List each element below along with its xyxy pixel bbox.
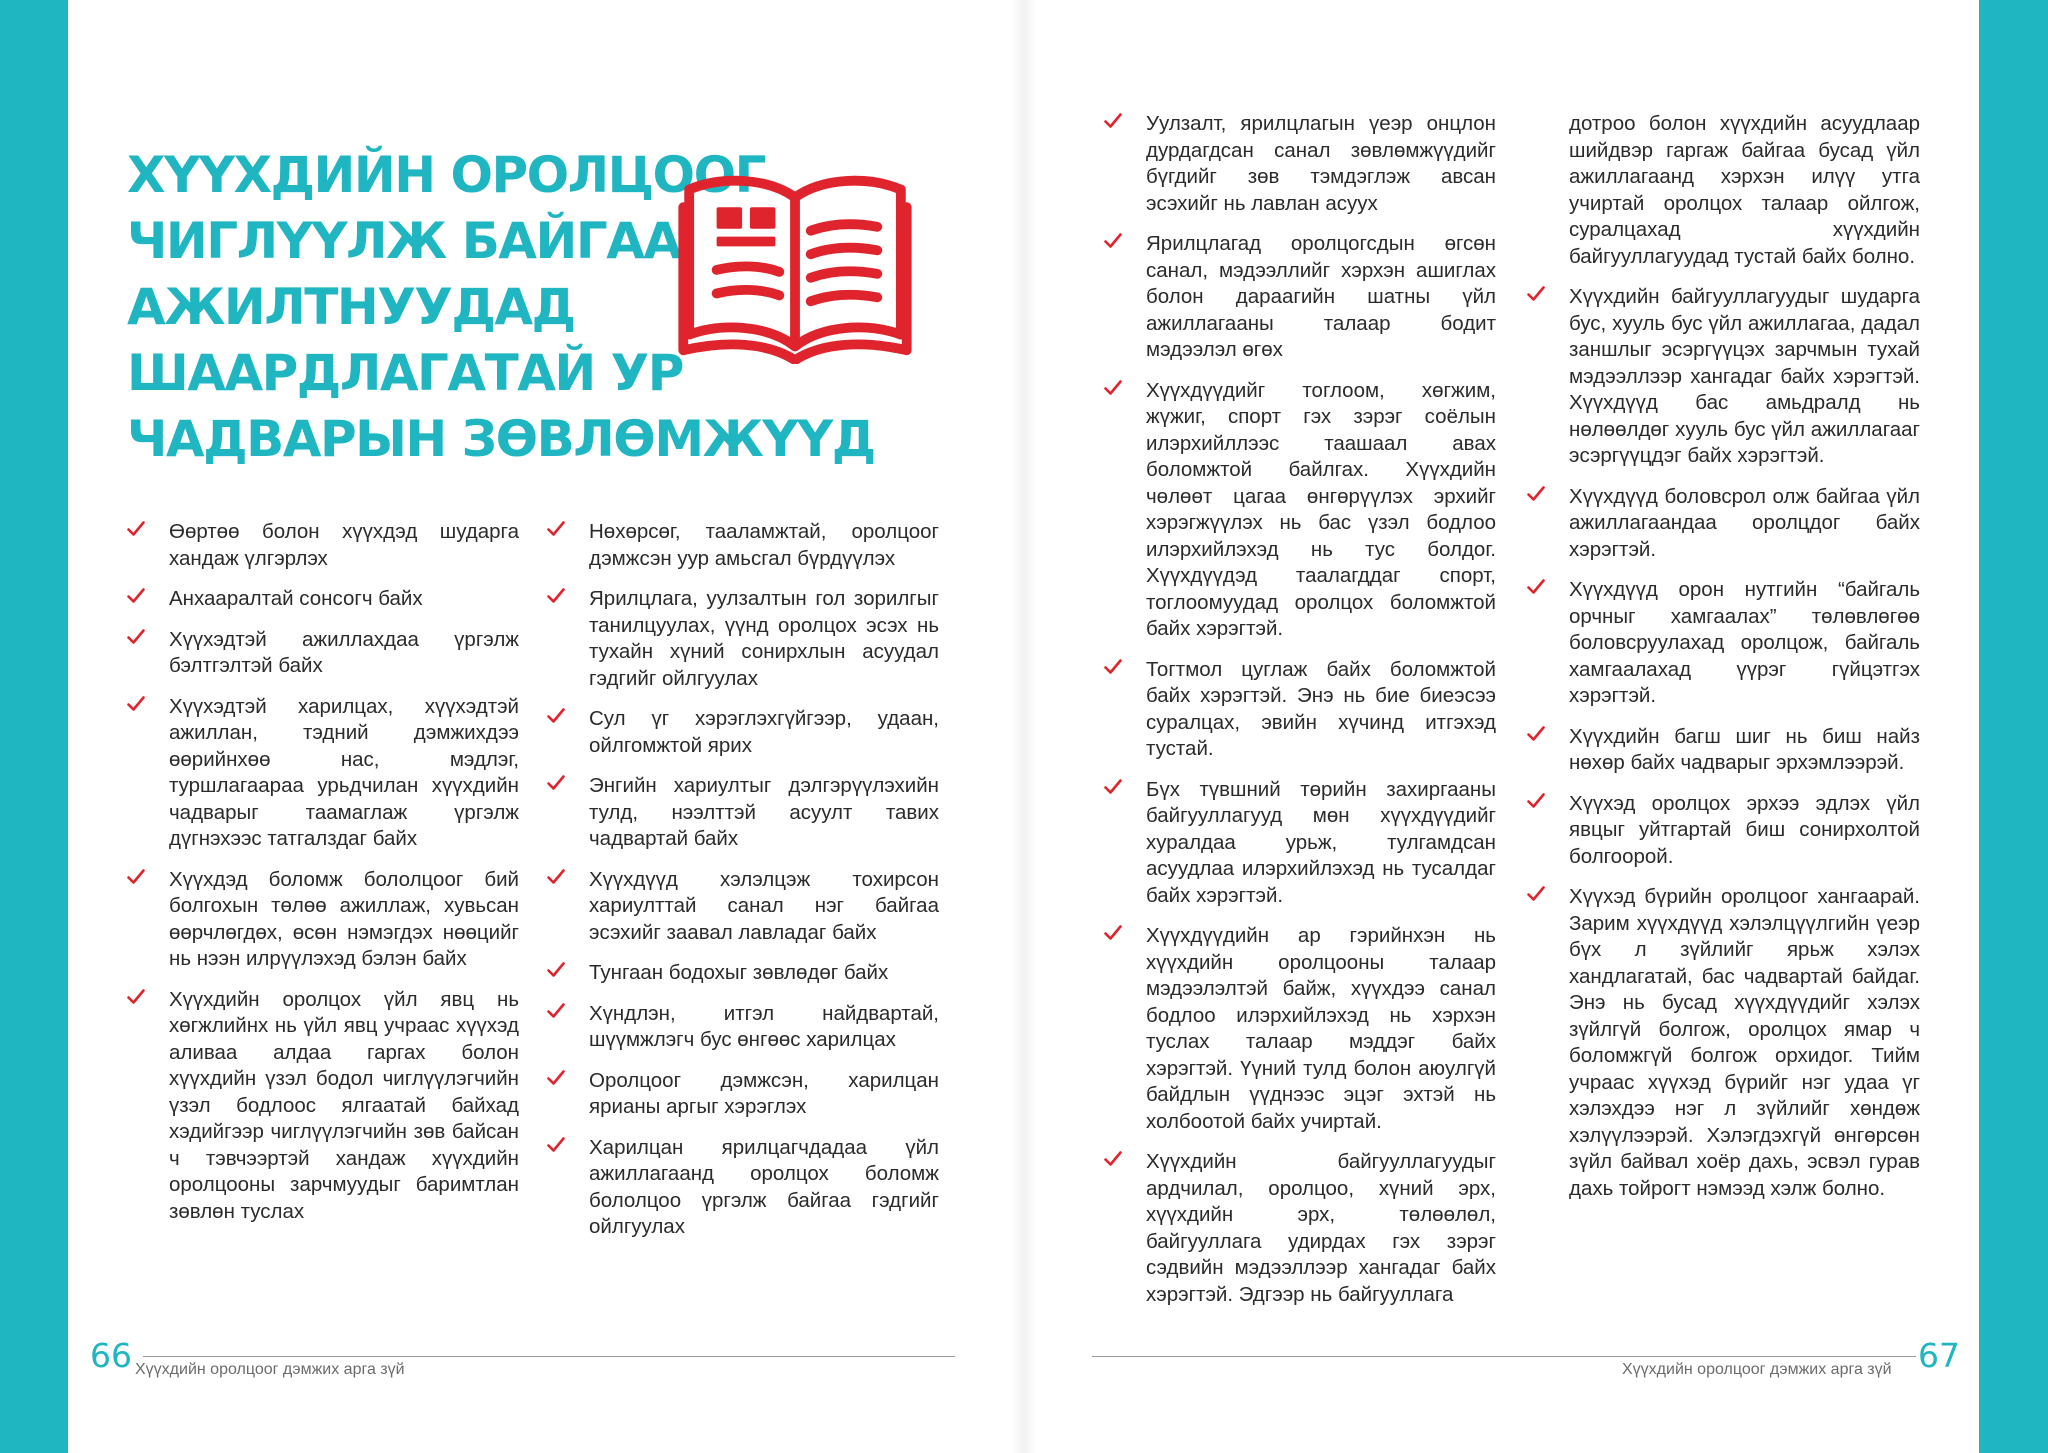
bullet-text: Ярилцлага, уулзалтын гол зорилгыг танилцуулах, үүнд оролцох эсэх нь тухайн хүний сонирхлын асуудал гэдгийг ойлгуулах (589, 587, 939, 690)
bullet-item (1527, 484, 1920, 564)
page-number-left: 66 (90, 1336, 132, 1375)
bullet-text: Нөхөрсөг, тааламжтай, оролцоог дэмжсэн уур амьсгал бүрдүүлэх (589, 520, 939, 570)
bullet-item (547, 1001, 939, 1054)
bullet-item (1104, 111, 1496, 217)
bullet-text: Хүүхэдтэй харилцах, хүүхэдтэй ажиллан, тэдний дэмжихдээ өөрийнхөө нас, мэдлэг, туршлагаараа урьдчилан хүүхдийн чадварыг таамаглаж үргэлж дүгнэхээс татгалздаг байх (169, 694, 519, 850)
bullet-text: Анхааралтай сонсогч байх (169, 587, 423, 610)
checkmark-icon (1527, 579, 1545, 595)
bullet-item (1104, 923, 1496, 1135)
checkmark-icon (547, 1003, 565, 1019)
continued-paragraph: дотроо болон хүүхдийн асуудлаар шийдвэр гаргаж байгаа бусад үйл ажиллагаанд хэрхэн илүү утга учиртай оролцох талаар ойлгож, суралцахад хүүхдийн байгууллагуудад тустай байх болно. (1569, 112, 1920, 268)
bullet-item (1527, 577, 1920, 710)
page-number-right: 67 (1918, 1336, 1960, 1375)
bullet-item (547, 519, 939, 572)
left-edge-band (0, 0, 68, 1453)
checkmark-icon (1104, 925, 1122, 941)
bullet-item (127, 694, 519, 853)
bullet-text: Хүүхдийн байгууллагуудыг шударга бус, хууль бус үйл ажиллагаа, дадал заншлыг эсэргүүцэх зарчмын тухай мэдээллээр хангадаг байх хэрэгтэй. Хүүхдүүд бас амьдралд нь нөлөөлдөг хууль бус үйл ажиллагааг эсэргүүцдэг байх хэрэгтэй. (1569, 285, 1920, 467)
checkmark-icon (547, 1137, 565, 1153)
checkmark-icon (127, 989, 145, 1005)
bullet-item (127, 867, 519, 973)
bullet-text: Хүндлэн, итгэл найдвартай, шүүмжлэгч бус өнгөөс харилцах (589, 1001, 939, 1051)
bullet-item (127, 987, 519, 1226)
bullet-text: Хүүхдүүд хэлэлцэж тохирсон хариулттай санал нэг байгаа эсэхийг заавал лавладаг байх (589, 867, 939, 944)
bullet-item (1527, 284, 1920, 470)
bullet-text: Хүүхдийн оролцох үйл явц нь хөгжлийнх нь үйл явц учраас хүүхэд аливаа алдаа гаргах болон хүүхдийн үзэл бодол чиглүүлэгчийн үзэл бодлоос ялгаатай байхад хэдийгээр чиглүүлэгчийн зөв байсан ч тэвчээртэй хандаж хүүхдийн оролцооны зарчмуудыг баримтлан зөвлөн туслах (169, 987, 519, 1223)
bullet-item (1104, 231, 1496, 364)
checkmark-icon (1104, 779, 1122, 795)
bullet-text: Өөртөө болон хүүхдэд шударга хандаж үлгэрлэх (169, 520, 519, 570)
checkmark-icon (127, 521, 145, 537)
bullet-item (127, 519, 519, 572)
footer-rule-right (1092, 1356, 1916, 1357)
bullet-item (1527, 791, 1920, 871)
bullet-item (1104, 777, 1496, 910)
checkmark-icon (1104, 113, 1122, 129)
bullet-text: Хүүхдүүдийн ар гэрийнхэн нь хүүхдийн оролцооны талаар мэдээлэлтэй байж, хүүхдээ санал бодлоо илэрхийлэхэд нь хэрхэн туслах талаар мэддэг байх хэрэгтэй. Үүний тулд болон аюулгүй байдлын үүднээс эцэг эхтэй нь холбоотой байх учиртай. (1146, 924, 1496, 1133)
open-book-icon (676, 168, 914, 364)
bullet-text: Хүүхэдтэй ажиллахдаа үргэлж бэлтгэлтэй байх (169, 627, 519, 677)
bullet-text: Хүүхэд бүрийн оролцоог хангаарай. Зарим хүүхдүүд хэлэлцүүлгийн үеэр бүх л зүйлийг ярьж хэлэх хандлагатай, бас чадвартай байдаг. Энэ нь бусад хүүхдүүдийг хэлэх зүйлгүй болгож, оролцох ямар ч боломжгүй болгож орхидог. Тийм учраас хүүхэд бүрийг нэг удаа үг хэлэхдээ нэг л зүйлийг хөндөж хэлүүлээрэй. Хэлэгдэхгүй өнгөрсөн зүйл байвал хоёр дахь, эсвэл гурав дахь тойрогт нэмээд хэлж болно. (1569, 885, 1920, 1200)
checkmark-icon (127, 869, 145, 885)
bullet-item (547, 1135, 939, 1241)
bullet-text: Хүүхдүүд боловсрол олж байгаа үйл ажиллагаандаа оролцдог байх хэрэгтэй. (1569, 484, 1920, 561)
bullet-item (1104, 378, 1496, 643)
checkmark-icon (1104, 1151, 1122, 1167)
checkmark-icon (1527, 886, 1545, 902)
footer-title-right: Хүүхдийн оролцоог дэмжих арга зүй (1622, 1361, 1892, 1378)
bullet-item (1104, 1149, 1496, 1308)
bullet-text: Ярилцлагад оролцогсдын өгсөн санал, мэдээллийг хэрхэн ашиглах болон дараагийн шатны үйл ажиллагааны талаар бодит мэдээлэл өгөх (1146, 232, 1496, 361)
title-line: ШААРДЛАГАТАЙ УР (127, 344, 683, 402)
bullet-item (547, 773, 939, 853)
page-gutter (1012, 0, 1036, 1453)
bullet-text: Уулзалт, ярилцлагын үеэр онцлон дурдагдсан санал зөвлөмжүүдийг бүгдийг зөв тэмдэглэж авсан эсэхийг нь лавлан асуух (1146, 112, 1496, 215)
bullet-item (1527, 724, 1920, 777)
title-line: АЖИЛТНУУДАД (127, 278, 575, 336)
checkmark-icon (547, 775, 565, 791)
title-line: ЧИГЛҮҮЛЖ БАЙГАА (127, 212, 681, 270)
bullet-text: Хүүхдүүд орон нутгийн “байгаль орчныг хамгаалах” төлөвлөгөө боловсруулахад оролцож, байгаль хамгаалахад үүрэг гүйцэтгэх хэрэгтэй. (1569, 578, 1920, 707)
bullet-text: Оролцоог дэмжсэн, харилцан ярианы аргыг хэрэглэх (589, 1068, 939, 1118)
bullet-text: Хүүхдийн байгууллагуудыг ардчилал, оролцоо, хүний эрх, хүүхдийн эрх, төлөөлөл, байгууллага удирдах гэх зэрэг сэдвийн мэдээллээр хангадаг байх хэрэгтэй. Эдгээр нь байгууллага (1146, 1150, 1496, 1306)
checkmark-icon (547, 1070, 565, 1086)
right-column-1 (1104, 111, 1496, 1322)
bullet-item (547, 1068, 939, 1121)
checkmark-icon (547, 962, 565, 978)
footer-title-left: Хүүхдийн оролцоог дэмжих арга зүй (135, 1361, 405, 1378)
bullet-item (547, 586, 939, 692)
checkmark-icon (547, 869, 565, 885)
checkmark-icon (127, 629, 145, 645)
footer-rule-left (143, 1356, 955, 1357)
bullet-text: Тогтмол цуглаж байх боломжтой байх хэрэгтэй. Энэ нь бие биеэсээ суралцах, эвийн хүчинд итгэхэд тустай. (1146, 657, 1496, 760)
bullet-item (547, 960, 939, 987)
bullet-text: Хүүхэд оролцох эрхээ эдлэх үйл явцыг уйтгартай биш сонирхолтой болгоорой. (1569, 791, 1920, 868)
bullet-item (547, 867, 939, 947)
bullet-text: Харилцан ярилцагчдадаа үйл ажиллагаанд оролцох боломж бололцоо үргэлж байгаа гэдгийг ойлгуулах (589, 1135, 939, 1238)
bullet-item (547, 706, 939, 759)
checkmark-icon (547, 521, 565, 537)
left-column-1 (127, 519, 519, 1239)
checkmark-icon (1104, 659, 1122, 675)
bullet-text: Тунгаан бодохыг зөвлөдөг байх (589, 961, 889, 984)
bullet-text: Хүүхдэд боломж бололцоог бий болгохын төлөө ажиллаж, хувьсан өөрчлөгдөх, өсөн нэмэгдэх нөөцийг нь нээн илрүүлэхэд бэлэн байх (169, 867, 519, 970)
checkmark-icon (1527, 726, 1545, 742)
bullet-item (1104, 657, 1496, 763)
bullet-item (127, 586, 519, 613)
checkmark-icon (1104, 380, 1122, 396)
page-title (127, 142, 875, 472)
right-column-2-list (1527, 284, 1920, 1202)
right-edge-band (1979, 0, 2048, 1453)
bullet-text: Хүүхдийн багш шиг нь биш найз нөхөр байх чадварыг эрхэмлээрэй. (1569, 724, 1920, 774)
title-line: ХҮҮХДИЙН ОРОЛЦООГ (127, 146, 765, 204)
bullet-text: Сул үг хэрэглэхгүйгээр, удаан, ойлгомжтой ярих (589, 707, 939, 757)
bullet-item (127, 627, 519, 680)
checkmark-icon (1104, 233, 1122, 249)
left-column-2 (547, 519, 939, 1255)
checkmark-icon (547, 708, 565, 724)
checkmark-icon (127, 588, 145, 604)
right-column-2 (1527, 111, 1920, 1216)
checkmark-icon (1527, 286, 1545, 302)
bullet-text: Энгийн хариултыг дэлгэрүүлэхийн тулд, нээлттэй асуулт тавих чадвартай байх (589, 774, 939, 850)
checkmark-icon (1527, 486, 1545, 502)
checkmark-icon (127, 696, 145, 712)
checkmark-icon (547, 588, 565, 604)
bullet-text: Бүх түвшний төрийн захиргааны байгууллагууд мөн хүүхдүүдийг хуралдаа урьж, тулгамдсан асуудлаа илэрхийлэхэд нь тусалдаг байх хэрэгтэй. (1146, 777, 1496, 907)
bullet-text: Хүүхдүүдийг тоглоом, хөгжим, жүжиг, спорт гэх зэрэг соёлын илэрхийллээс таашаал авах боломжтой байлгах. Хүүхдийн чөлөөт цагаа өнгөрүүлэх эрхийг хэрэгжүүлэх нь бас үзэл бодлоо илэрхийлэхэд нь тус болдог. Хүүхдүүдэд таалагддаг спорт, тоглоомуудад оролцох боломжтой байх хэрэгтэй. (1146, 378, 1496, 640)
checkmark-icon (1527, 793, 1545, 809)
title-line: ЧАДВАРЫН ЗӨВЛӨМЖҮҮД (127, 410, 875, 468)
bullet-item (1527, 884, 1920, 1202)
